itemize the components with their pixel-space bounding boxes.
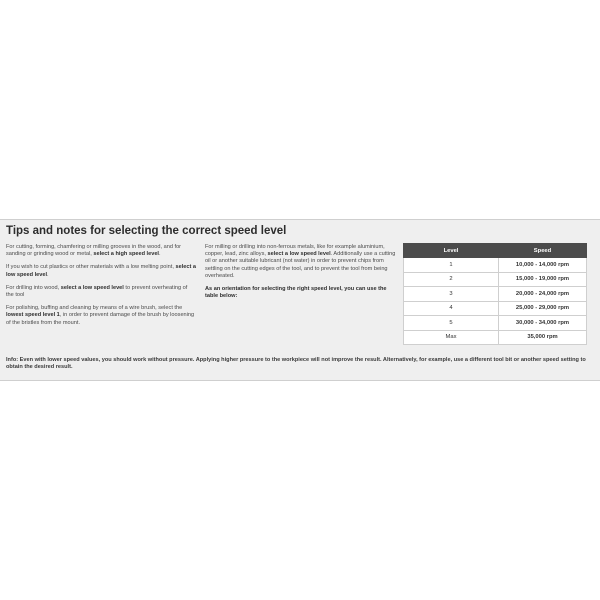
tip-orientation bbox=[205, 286, 397, 300]
tip-text: For milling or drilling into non-ferrous metals, like for example aluminium, copper, lead, zinc alloys, bbox=[205, 244, 385, 258]
tip-emphasis: select a low speed level bbox=[6, 264, 196, 278]
tip-plastics bbox=[6, 264, 196, 278]
speed-cell: 35,000 rpm bbox=[499, 330, 587, 345]
level-cell: 2 bbox=[404, 272, 499, 287]
speed-cell: 10,000 - 14,000 rpm bbox=[499, 258, 587, 273]
tip-text: If you wish to cut plastics or other materials with a low melting point, bbox=[6, 264, 176, 271]
tip-text-end: . Additionally use a cutting oil or another suitable lubricant (not water) in order to prevent chips from settling on the cutting edges of the tool, and to prevent the tool from being overheated. bbox=[205, 251, 396, 279]
table-row bbox=[404, 330, 587, 345]
tip-emphasis: As an orientation for selecting the right speed level, you can use the table below: bbox=[205, 286, 387, 300]
speed-cell: 25,000 - 29,000 rpm bbox=[499, 301, 587, 316]
level-cell: 1 bbox=[404, 258, 499, 273]
tip-emphasis: lowest speed level 1 bbox=[6, 312, 60, 319]
tip-text-end: , in order to prevent damage of the brush by loosening of the bristles from the mount. bbox=[6, 312, 195, 326]
tip-polishing bbox=[6, 305, 196, 327]
tip-text: For polishing, buffing and cleaning by means of a wire brush, select the bbox=[6, 305, 183, 312]
tips-column-left bbox=[6, 244, 196, 333]
section-title: Tips and notes for selecting the correct speed level bbox=[6, 225, 287, 237]
tip-emphasis: select a low speed level bbox=[267, 251, 331, 258]
tip-emphasis: select a high speed level bbox=[93, 251, 159, 258]
column-header-speed: Speed bbox=[499, 244, 587, 258]
info-note: Info: Even with lower speed values, you should work without pressure. Applying higher pressure to the workpiece will not improve the result. Alternatively, for example, use a different tool bit or another speed setting to obtain the desired result. bbox=[6, 357, 586, 371]
tip-text-end: to prevent overheating of the tool bbox=[6, 284, 188, 299]
table-header-row bbox=[404, 244, 587, 258]
table-row bbox=[404, 272, 587, 287]
table-row bbox=[404, 258, 587, 273]
speed-cell: 20,000 - 24,000 rpm bbox=[499, 287, 587, 302]
tip-high-speed bbox=[6, 244, 196, 258]
tip-text-end: . bbox=[159, 251, 161, 258]
speed-table bbox=[403, 243, 587, 345]
tip-emphasis: select a low speed level bbox=[60, 284, 124, 291]
table-row bbox=[404, 316, 587, 331]
tip-text: For drilling into wood, bbox=[6, 284, 61, 291]
tip-text-end: . bbox=[47, 271, 49, 278]
table-row bbox=[404, 301, 587, 316]
speed-cell: 15,000 - 19,000 rpm bbox=[499, 272, 587, 287]
column-header-level: Level bbox=[404, 244, 499, 258]
speed-cell: 30,000 - 34,000 rpm bbox=[499, 316, 587, 331]
tips-column-middle bbox=[205, 244, 397, 306]
level-cell: 5 bbox=[404, 316, 499, 331]
tip-drilling-wood bbox=[6, 285, 196, 299]
level-cell: 3 bbox=[404, 287, 499, 302]
level-cell: 4 bbox=[404, 301, 499, 316]
tip-text: For cutting, forming, chamfering or milling grooves in the wood, and for sanding or grinding wood or metal, bbox=[6, 244, 182, 258]
tip-non-ferrous bbox=[205, 244, 397, 280]
level-cell: Max bbox=[404, 330, 499, 345]
table-row bbox=[404, 287, 587, 302]
